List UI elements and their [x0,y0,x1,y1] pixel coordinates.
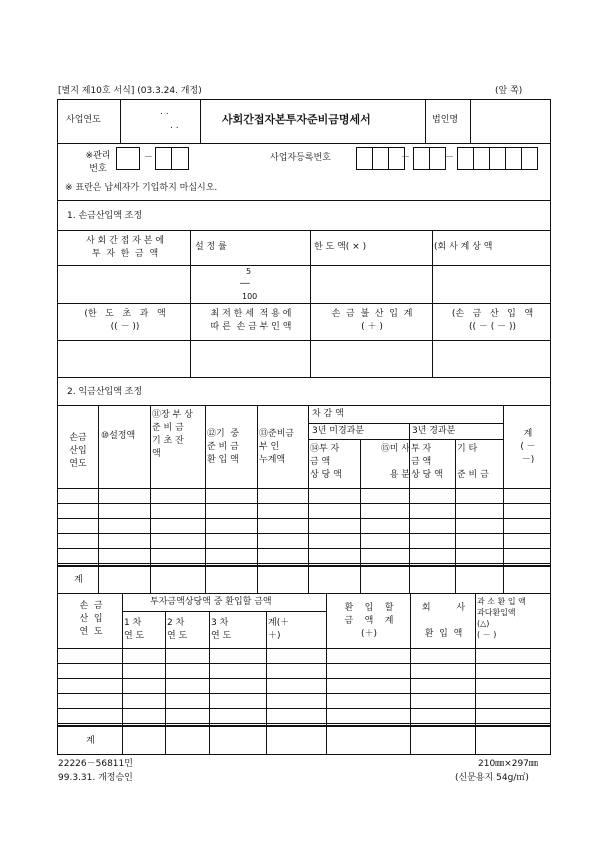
s3-company-return-header: 회 사 환 입 액 [421,603,466,639]
s3-excess-return-header: 과 소 환 입 액 과다환입액 (△) ( － ) [477,597,526,639]
s2-col16-header: 투 자 금 액 상 당 액 [411,444,443,480]
s1-invested-amount-header: 사 회 간 접 자 본 에 투 자 한 금 액 [85,236,165,259]
footer-code: 22226－56811민 [58,759,133,769]
rate-denominator: 100 [242,292,258,301]
s2-col10-header: ⑩설정액 [101,431,136,441]
id-dash: － [401,153,411,163]
s3-group-header: 투자금액상당액 중 환입할 금액 [150,597,272,607]
s2-col15-header: ⑮미 사 용 분 [380,444,410,480]
s2-col17-header: 기 타 준 비 금 [457,444,489,480]
s2-col14-header: ⑭투 자 금 액 상 당 액 [310,444,342,480]
biz-reg-box[interactable] [457,147,474,170]
mgmt-number-box[interactable] [171,147,189,170]
s3-year1-header: 1 차 연 도 [124,618,145,641]
s2-col12-header: ⑫기 중 준 비 금 환 입 액 [207,429,240,465]
s1-company-amount-header: (회 사 계 상 액 [434,242,493,252]
mgmt-number-label: ※관리 번호 [85,151,111,174]
footer-paper-type: (신문용지 54g/㎡) [455,773,529,783]
s1-min-tax-header: 최 저 한 세 적 용 에 따 른 손 금 부 인 액 [210,309,292,332]
mgmt-number-box[interactable] [155,147,172,170]
s2-total-row-label: 계 [74,575,83,585]
biz-reg-box[interactable] [413,147,430,170]
business-year-label: 사업연도 [66,115,101,125]
biz-reg-box[interactable] [489,147,506,170]
s2-reduction-header: 차 감 액 [312,409,344,419]
s1-limit-header: 한 도 액( × ) [314,242,367,252]
s1-nondeductible-header: 손 금 불 산 입 계 ( ＋ ) [331,309,413,332]
section1-heading: 1. 손금산입액 조정 [67,211,143,221]
s1-setting-rate-header: 설 정 률 [195,242,227,252]
notice-text: ※ 표란은 납세자가 기입하지 마십시오. [65,183,218,193]
corp-name-label: 법인명 [432,115,459,125]
rate-numerator: 5 [246,267,252,276]
form-number: [별지 제10호 서식] (03.3.24. 개정) [58,86,202,96]
page-side: (앞 쪽) [495,86,523,96]
biz-reg-box[interactable] [505,147,522,170]
footer-paper-size: 210㎜×297㎜ [478,759,538,769]
form-frame [57,99,551,755]
s2-col13-header: ⑬준비금 부 인 누계액 [259,429,295,465]
s3-year-header: 손 금 산 입 연 도 [79,601,103,637]
year-to-dots: . . [170,121,179,131]
biz-reg-box[interactable] [356,147,373,170]
biz-reg-box[interactable] [473,147,490,170]
form-title: 사회간접자본투자준비금명세서 [222,113,371,126]
id-dash: － [445,153,455,163]
s2-unexpired-header: 3년 미경과분 [312,426,365,436]
s1-deductible-header: (손 금 산 입 액 (( － ( － )) [451,309,534,332]
id-dash: － [144,153,154,163]
s2-col11-header: ⑪장 부 상 준 비 금 기 초 잔 액 [152,410,193,459]
biz-reg-label: 사업자등록번호 [270,153,331,163]
mgmt-number-box[interactable] [116,147,140,170]
biz-reg-box[interactable] [372,147,389,170]
s2-expired-header: 3년 경과분 [412,426,456,436]
s1-excess-header: (한 도 초 과 액 (( － )) [84,309,166,332]
section2-heading: 2. 익금산입액 조정 [67,387,143,397]
rate-fraction-line: ── [240,279,250,288]
s2-year-header: 손금 산입 연도 [69,433,87,469]
footer-approval: 99.3.31. 개정승인 [58,773,133,783]
s3-total-row-label: 계 [86,736,95,746]
year-from-dots: . . [160,107,169,117]
biz-reg-box[interactable] [429,147,446,170]
biz-reg-box[interactable] [521,147,538,170]
s3-return-amount-header: 환 입 할 금 액 계 (＋) [344,603,394,639]
s3-sum-header: 계(＋ ＋) [268,618,290,641]
s2-total-header: 계 ( － －) [520,429,536,465]
s3-year2-header: 2 차 연 도 [167,618,188,641]
s3-year3-header: 3 차 연 도 [211,618,232,641]
